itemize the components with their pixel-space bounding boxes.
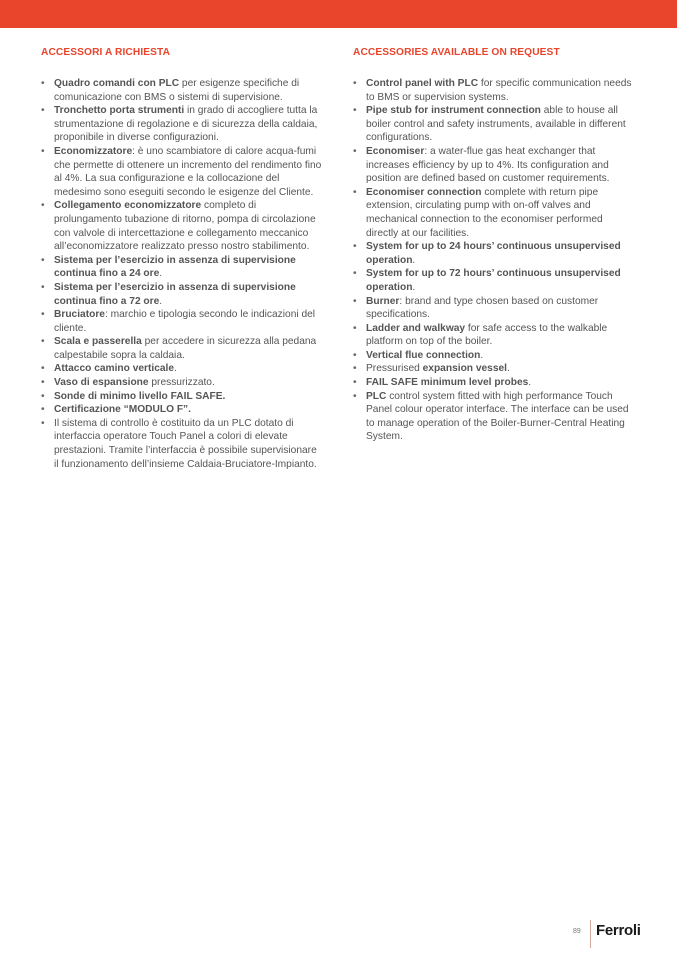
list-item-text: pressurizzato. [148, 377, 215, 389]
list-item-bold-text: Economiser connection [366, 186, 482, 198]
top-color-bar [0, 0, 677, 28]
list-item [41, 417, 323, 471]
list-item-text: . [159, 268, 163, 280]
list-item-bold-text: Ladder and walkway [366, 322, 466, 334]
list-item [41, 403, 323, 417]
list-item-bold-text: Vaso di espansione [54, 377, 149, 389]
list-item [41, 145, 323, 199]
footer-divider [590, 920, 591, 948]
list-item [41, 362, 323, 376]
list-item-bold-text: FAIL SAFE minimum level probes [366, 377, 529, 389]
list-item [353, 376, 637, 390]
list-item-bold-text: Sonde di minimo livello FAIL SAFE. [54, 390, 226, 402]
list-item [353, 390, 637, 444]
list-item-bold-text: Economizzatore [54, 145, 133, 157]
list-item-text: . [480, 349, 484, 361]
list-item-text: : a water-flue gas heat exchanger that increases efficiency by up to 4%. Its configuration and position are defined based on customer requirements. [366, 145, 610, 185]
list-item-text: . [507, 363, 510, 375]
list-item [353, 240, 637, 267]
list-item-text: . [159, 295, 163, 307]
italian-heading: ACCESSORI A RICHIESTA [41, 47, 171, 58]
english-column [353, 46, 637, 444]
english-heading: ACCESSORIES AVAILABLE ON REQUEST [353, 47, 560, 58]
list-item [353, 267, 637, 294]
ferroli-logo: Ferroli [596, 922, 641, 939]
list-item-text: control system fitted with high performance Touch Panel colour operator interface. The interface can be used to manage operation of the Boiler-Burner-Central Heating System. [366, 390, 629, 443]
list-item-bold-text: System for up to 24 hours’ continuous unsupervised operation [366, 241, 621, 266]
list-item-bold-text: Collegamento economizzatore [54, 200, 202, 212]
list-item-text: per esigenze specifiche di comunicazione con BMS o sistemi di supervisione. [54, 78, 300, 103]
list-item-text: : brand and type chosen based on customer specifications. [366, 295, 599, 321]
list-item [353, 295, 637, 322]
list-item-text: complete with return pipe extension, circulating pump with on-off valves and mechanical connection to the economiser performed directly at our facilities. [366, 186, 603, 239]
list-item-bold-text: Scala e passerella [54, 336, 142, 348]
list-item [41, 376, 323, 390]
list-item [41, 281, 323, 308]
list-item-text: : marchio e tipologia secondo le indicazioni del cliente. [54, 309, 316, 334]
page-number: 89 [573, 928, 581, 935]
list-item-text: for specific communication needs to BMS or supervision systems. [366, 78, 632, 103]
list-item [353, 322, 637, 349]
list-item-bold-text: expansion vessel [422, 363, 508, 375]
list-item [41, 199, 323, 253]
italian-column [41, 46, 323, 471]
list-item-text: . [412, 254, 416, 266]
list-item [353, 77, 637, 104]
list-item [41, 77, 323, 104]
list-item-bold-text: Tronchetto porta strumenti [54, 105, 185, 117]
list-item [41, 308, 323, 335]
list-item-bold-text: System for up to 72 hours’ continuous unsupervised operation [366, 268, 621, 293]
list-item-bold-text: PLC [366, 390, 387, 402]
list-item [41, 104, 323, 145]
list-item-bold-text: Burner [366, 295, 400, 307]
list-item-bold-text: Sistema per l’esercizio in assenza di supervisione continua fino a 24 ore [54, 254, 296, 280]
italian-accessory-list [41, 77, 323, 471]
list-item-bold-text: Quadro comandi con PLC [54, 78, 180, 89]
list-item [353, 362, 637, 376]
list-item-bold-text: Control panel with PLC [366, 78, 479, 89]
english-accessory-list [353, 77, 637, 444]
list-item-text: Il sistema di controllo è costituito da un PLC dotato di interfaccia operatore Touch Panel a colori di elevate prestazioni. Tramite l’interfaccia è possibile supervisionare il funzionamento dell’insieme Caldaia-Bruciatore-Impianto. [54, 417, 317, 470]
list-item-text: . [528, 377, 532, 389]
list-item [41, 335, 323, 362]
list-item-bold-text: Economiser [366, 145, 425, 157]
list-item-bold-text: Vertical flue connection [366, 349, 481, 361]
list-item-bold-text: Bruciatore [54, 309, 105, 321]
list-item-text: Pressurised [366, 363, 423, 375]
list-item [41, 254, 323, 281]
list-item-bold-text: Certificazione “MODULO F”. [54, 404, 191, 416]
list-item-text: : è uno scambiatore di calore acqua-fumi che permette di ottenere un incremento del rendimento fino al 4%. La sua configurazione e la collocazione del medesimo sono eseguiti secondo le esigenze del Cliente. [54, 145, 322, 198]
list-item-bold-text: Attacco camino verticale [54, 363, 175, 375]
list-item-text: completo di prolungamento tubazione di ritorno, pompa di circolazione con valvole di intercettazione e collegamento meccanico all’economizzatore realizzato presso nostro stabilimento. [54, 200, 316, 253]
list-item-text: able to house all boiler control and safety instruments, available in different configurations. [366, 105, 626, 144]
list-item [353, 186, 637, 240]
list-item-text: per accedere in sicurezza alla pedana calpestabile sopra la caldaia. [54, 336, 317, 361]
list-item-text: in grado di accogliere tutta la strumentazione di regolazione e di sicurezza della caldaia, proponibile in diverse configurazioni. [54, 105, 318, 144]
list-item [353, 145, 637, 186]
list-item [353, 104, 637, 145]
list-item-text: . [412, 281, 416, 293]
list-item-text: for safe access to the walkable platform on top of the boiler. [366, 322, 608, 348]
list-item-text: . [174, 363, 177, 375]
list-item-bold-text: Sistema per l’esercizio in assenza di supervisione continua fino a 72 ore [54, 281, 296, 307]
list-item-bold-text: Pipe stub for instrument connection [366, 105, 541, 117]
list-item [353, 349, 637, 363]
list-item [41, 390, 323, 404]
